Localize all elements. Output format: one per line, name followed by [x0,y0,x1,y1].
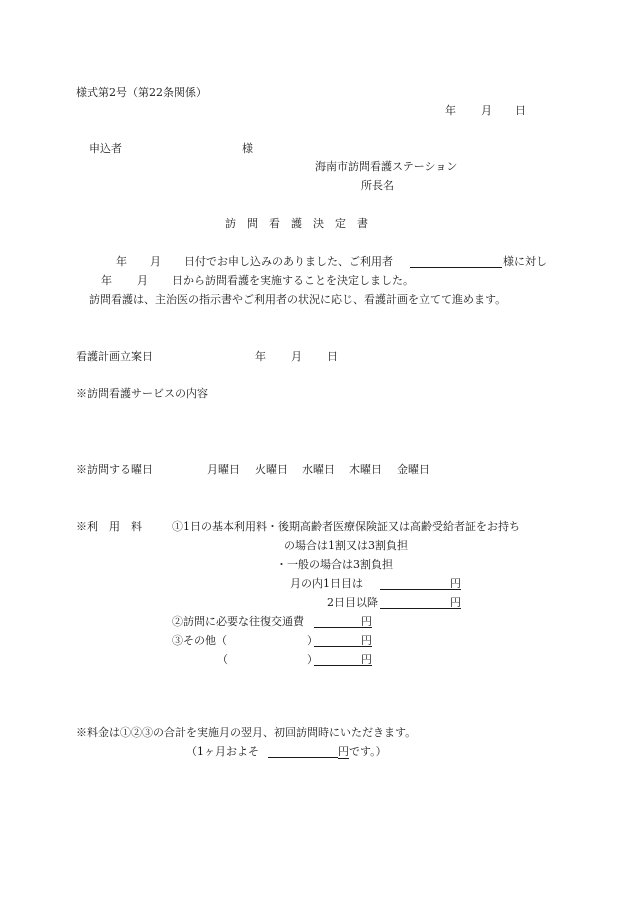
fee-second-day: 2日目以降 [327,596,378,609]
body-year: 年 [116,255,127,268]
fee-item2-yen: 円 [361,615,372,628]
payment-line2-suffix [338,746,387,757]
plan-date-year: 年 [255,350,266,363]
form-number: 様式第2号（第22条関係） [76,86,207,99]
payment-yen-underlined: 円 [338,745,349,758]
plan-date-label: 看護計画立案日 [76,350,153,363]
visit-day-fri: 金曜日 [397,463,430,476]
user-name-blank [410,256,502,268]
visit-day-tue: 火曜日 [255,463,288,476]
body-year-2: 年 [101,274,112,287]
fee-item4-blank [314,654,361,666]
fee-second-day-blank [380,597,450,609]
station-director: 所長名 [361,179,394,192]
visit-day-thu: 木曜日 [349,463,382,476]
plan-date-month: 月 [291,350,302,363]
fee-item3-close: ） [307,634,318,647]
fee-first-day: 月の内1日目は [290,577,363,590]
visit-day-wed: 水曜日 [302,463,335,476]
header-year: 年 [445,104,456,117]
header-month: 月 [481,104,492,117]
visit-day-mon: 月曜日 [207,463,240,476]
fee-item4-open: （ [217,653,228,666]
fee-item1-line2: の場合は1割又は3割負担 [284,539,408,552]
applicant-label: 申込者 [89,142,122,155]
body-text-2: 日から訪問看護を実施することを決定しました。 [172,274,414,287]
payment-amount-blank [268,746,338,758]
body-month-2: 月 [137,274,148,287]
fee-label: ※利 用 料 [76,520,142,533]
fee-first-day-yen: 円 [450,577,461,590]
applicant-honorific: 様 [242,142,253,155]
body-month: 月 [150,255,161,268]
service-content-label: ※訪問看護サービスの内容 [76,387,208,400]
fee-item2: ②訪問に必要な往復交通費 [172,615,304,628]
fee-item3-yen: 円 [361,634,372,647]
document-title: 訪 問 看 護 決 定 書 [225,217,368,230]
fee-item1-line3: ・一般の場合は3割負担 [276,558,393,571]
station-name: 海南市訪問看護ステーション [315,160,458,173]
fee-item4-yen: 円 [361,653,372,666]
visit-days-label: ※訪問する曜日 [76,463,153,476]
fee-item3-blank [314,635,361,647]
fee-item4-close: ） [307,653,318,666]
header-day: 日 [515,104,526,117]
fee-first-day-blank [380,578,450,590]
body-suffix: 様に対し [503,255,547,268]
fee-second-day-yen: 円 [450,596,461,609]
body-text-3: 訪問看護は、主治医の指示書やご利用者の状況に応じ、看護計画を立てて進めます。 [89,293,507,306]
fee-item1-line1: ①1日の基本利用料・後期高齢者医療保険証又は高齢受給者証をお持ち [172,520,520,533]
fee-item3: ③その他（ [172,634,227,647]
payment-line1: ※料金は①②③の合計を実施月の翌月、初回訪問時にいただきます。 [76,726,417,739]
payment-line2-end: です。） [349,745,387,758]
plan-date-day: 日 [327,350,338,363]
payment-line2-prefix: （1ヶ月およそ [186,745,259,758]
fee-item2-blank [314,616,361,628]
body-text-1: 日付でお申し込みのありました、ご利用者 [184,255,393,268]
